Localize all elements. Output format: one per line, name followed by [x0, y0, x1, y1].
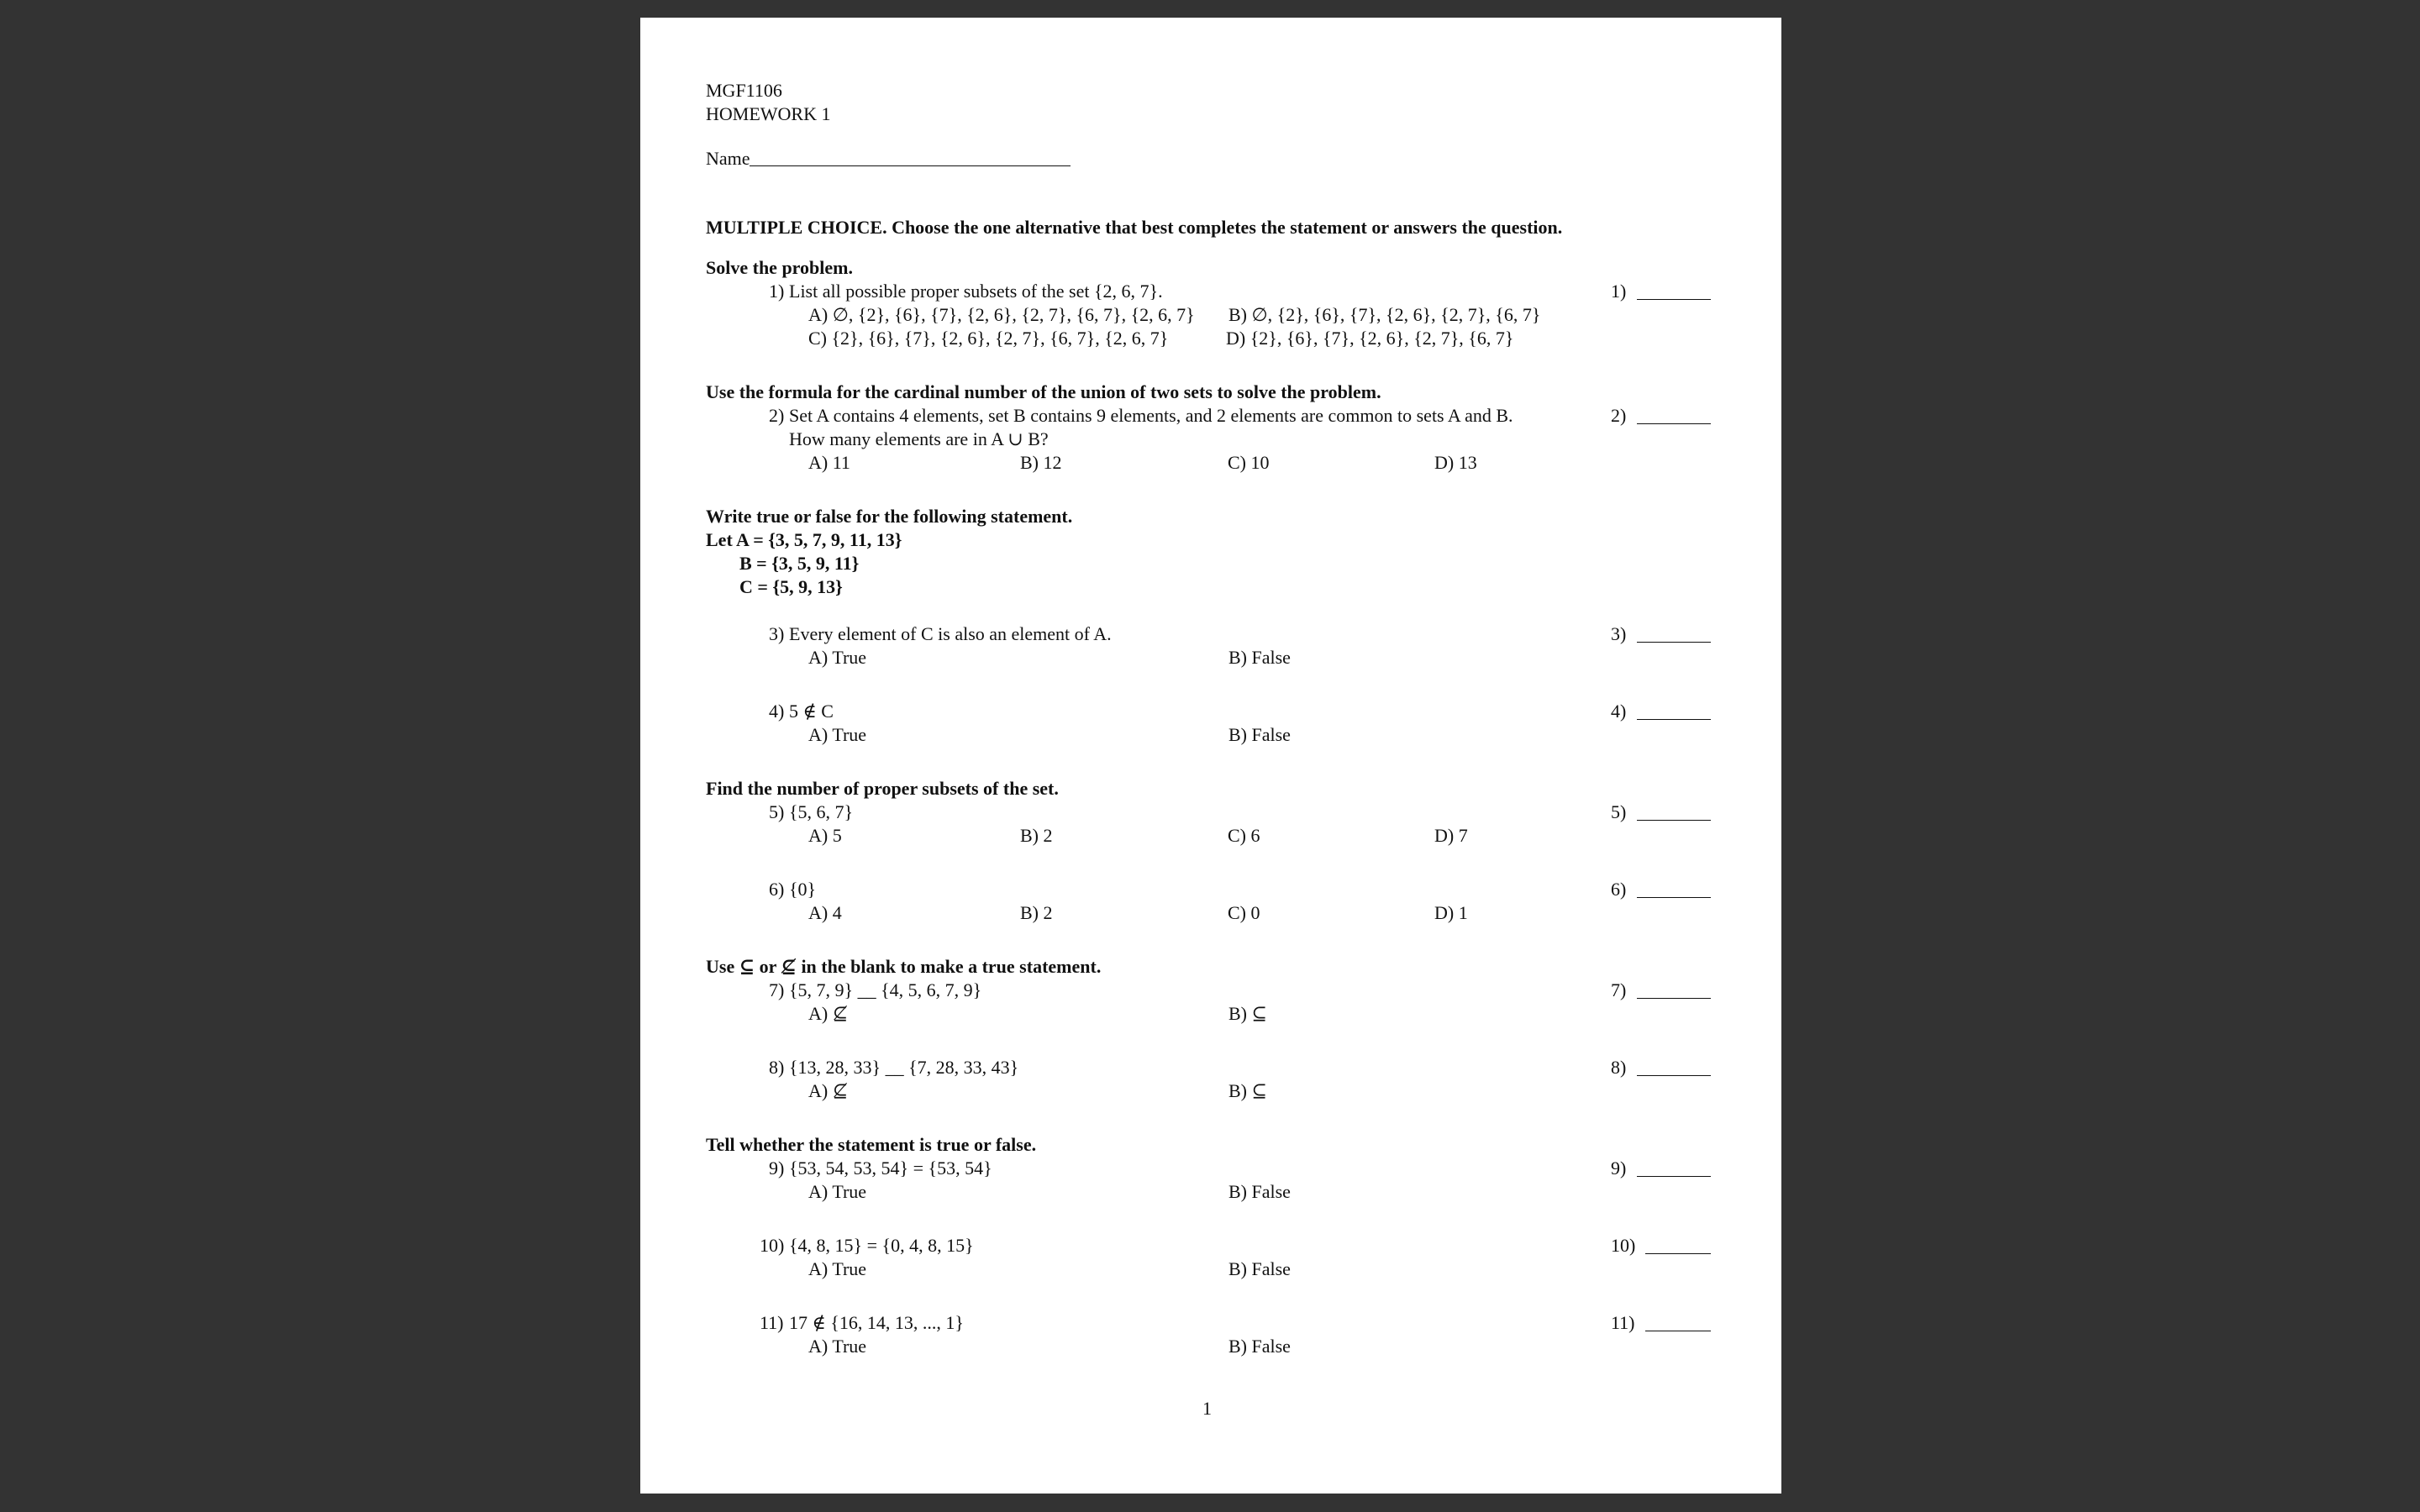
question-number: 11)	[760, 1312, 784, 1333]
section-heading: Find the number of proper subsets of the set.	[706, 778, 1059, 799]
question-number: 7)	[769, 979, 785, 1000]
answer-blank[interactable]	[1637, 1075, 1711, 1076]
section-heading: Tell whether the statement is true or false.	[706, 1134, 1037, 1155]
option[interactable]: B) False	[1228, 1181, 1291, 1202]
option[interactable]: B) ⊆	[1228, 1080, 1267, 1101]
question-text: {5, 6, 7}	[789, 801, 854, 822]
option[interactable]: B) ∅, {2}, {6}, {7}, {2, 6}, {2, 7}, {6, 7}	[1228, 304, 1541, 325]
option[interactable]: A) True	[808, 647, 867, 668]
option[interactable]: B) False	[1228, 647, 1291, 668]
question-text: {53, 54, 53, 54} = {53, 54}	[789, 1158, 992, 1179]
question-text: 17 ∉ {16, 14, 13, ..., 1}	[789, 1312, 964, 1333]
option[interactable]: C) 6	[1228, 825, 1260, 846]
section-heading: Use the formula for the cardinal number of the union of two sets to solve the problem.	[706, 381, 1381, 402]
option[interactable]: A) 5	[808, 825, 842, 846]
answer-number: 9)	[1611, 1158, 1627, 1179]
option[interactable]: A) 11	[808, 452, 850, 473]
option[interactable]: B) ⊆	[1228, 1003, 1267, 1024]
set-definition: B = {3, 5, 9, 11}	[739, 553, 860, 574]
answer-blank[interactable]	[1637, 423, 1711, 424]
instructions: MULTIPLE CHOICE. Choose the one alternative that best completes the statement or answers the question.	[706, 217, 1563, 238]
answer-blank[interactable]	[1645, 1253, 1711, 1254]
answer-number: 7)	[1611, 979, 1627, 1000]
option[interactable]: A) True	[808, 1258, 867, 1279]
question-number: 5)	[769, 801, 785, 822]
question-number: 9)	[769, 1158, 785, 1179]
option[interactable]: A) ∅, {2}, {6}, {7}, {2, 6}, {2, 7}, {6, 7}, {2, 6, 7}	[808, 304, 1195, 325]
option[interactable]: A) ⊈	[808, 1003, 849, 1024]
question-number: 3)	[769, 623, 785, 644]
course-code: MGF1106	[706, 80, 782, 101]
option[interactable]: B) False	[1228, 1336, 1291, 1357]
option[interactable]: A) ⊈	[808, 1080, 849, 1101]
question-number: 2)	[769, 405, 785, 426]
answer-number: 8)	[1611, 1057, 1627, 1078]
option[interactable]: A) 4	[808, 902, 842, 923]
question-text: {4, 8, 15} = {0, 4, 8, 15}	[789, 1235, 974, 1256]
page-number: 1	[1202, 1398, 1212, 1419]
question-text: Every element of C is also an element of A.	[789, 623, 1112, 644]
question-text-continued: How many elements are in A ∪ B?	[789, 428, 1049, 449]
document-page	[640, 18, 1781, 1494]
option[interactable]: A) True	[808, 724, 867, 745]
name-blank[interactable]	[750, 165, 1071, 166]
answer-number: 6)	[1611, 879, 1627, 900]
option[interactable]: B) False	[1228, 1258, 1291, 1279]
answer-number: 1)	[1611, 281, 1627, 302]
set-definition: C = {5, 9, 13}	[739, 576, 843, 597]
option[interactable]: A) True	[808, 1336, 867, 1357]
question-text: {0}	[789, 879, 817, 900]
question-number: 6)	[769, 879, 785, 900]
answer-number: 10)	[1611, 1235, 1636, 1256]
option[interactable]: D) 1	[1434, 902, 1468, 923]
answer-number: 11)	[1611, 1312, 1635, 1333]
answer-number: 3)	[1611, 623, 1627, 644]
question-text: {13, 28, 33} __ {7, 28, 33, 43}	[789, 1057, 1019, 1078]
option[interactable]: B) False	[1228, 724, 1291, 745]
option[interactable]: B) 2	[1020, 825, 1053, 846]
question-text: 5 ∉ C	[789, 701, 834, 722]
question-text: {5, 7, 9} __ {4, 5, 6, 7, 9}	[789, 979, 982, 1000]
question-number: 10)	[760, 1235, 785, 1256]
option[interactable]: B) 2	[1020, 902, 1053, 923]
question-number: 4)	[769, 701, 785, 722]
set-definition: Let A = {3, 5, 7, 9, 11, 13}	[706, 529, 902, 550]
answer-blank[interactable]	[1637, 299, 1711, 300]
question-text: List all possible proper subsets of the set {2, 6, 7}.	[789, 281, 1163, 302]
answer-number: 5)	[1611, 801, 1627, 822]
option[interactable]: D) {2}, {6}, {7}, {2, 6}, {2, 7}, {6, 7}	[1226, 328, 1514, 349]
option[interactable]: D) 13	[1434, 452, 1477, 473]
section-heading: Use ⊆ or ⊈ in the blank to make a true statement.	[706, 956, 1102, 977]
homework-title: HOMEWORK 1	[706, 103, 831, 124]
answer-blank[interactable]	[1637, 719, 1711, 720]
question-number: 8)	[769, 1057, 785, 1078]
section-heading: Solve the problem.	[706, 257, 853, 278]
answer-blank[interactable]	[1637, 820, 1711, 821]
answer-blank[interactable]	[1637, 897, 1711, 898]
answer-number: 2)	[1611, 405, 1627, 426]
option[interactable]: A) True	[808, 1181, 867, 1202]
answer-blank[interactable]	[1637, 1176, 1711, 1177]
option[interactable]: C) {2}, {6}, {7}, {2, 6}, {2, 7}, {6, 7}, {2, 6, 7}	[808, 328, 1169, 349]
option[interactable]: D) 7	[1434, 825, 1468, 846]
answer-blank[interactable]	[1637, 998, 1711, 999]
answer-number: 4)	[1611, 701, 1627, 722]
option[interactable]: C) 10	[1228, 452, 1270, 473]
name-label: Name	[706, 148, 750, 169]
question-text: Set A contains 4 elements, set B contains 9 elements, and 2 elements are common to sets A and B.	[789, 405, 1513, 426]
option[interactable]: B) 12	[1020, 452, 1062, 473]
section-heading: Write true or false for the following statement.	[706, 506, 1073, 527]
question-number: 1)	[769, 281, 785, 302]
option[interactable]: C) 0	[1228, 902, 1260, 923]
answer-blank[interactable]	[1637, 642, 1711, 643]
